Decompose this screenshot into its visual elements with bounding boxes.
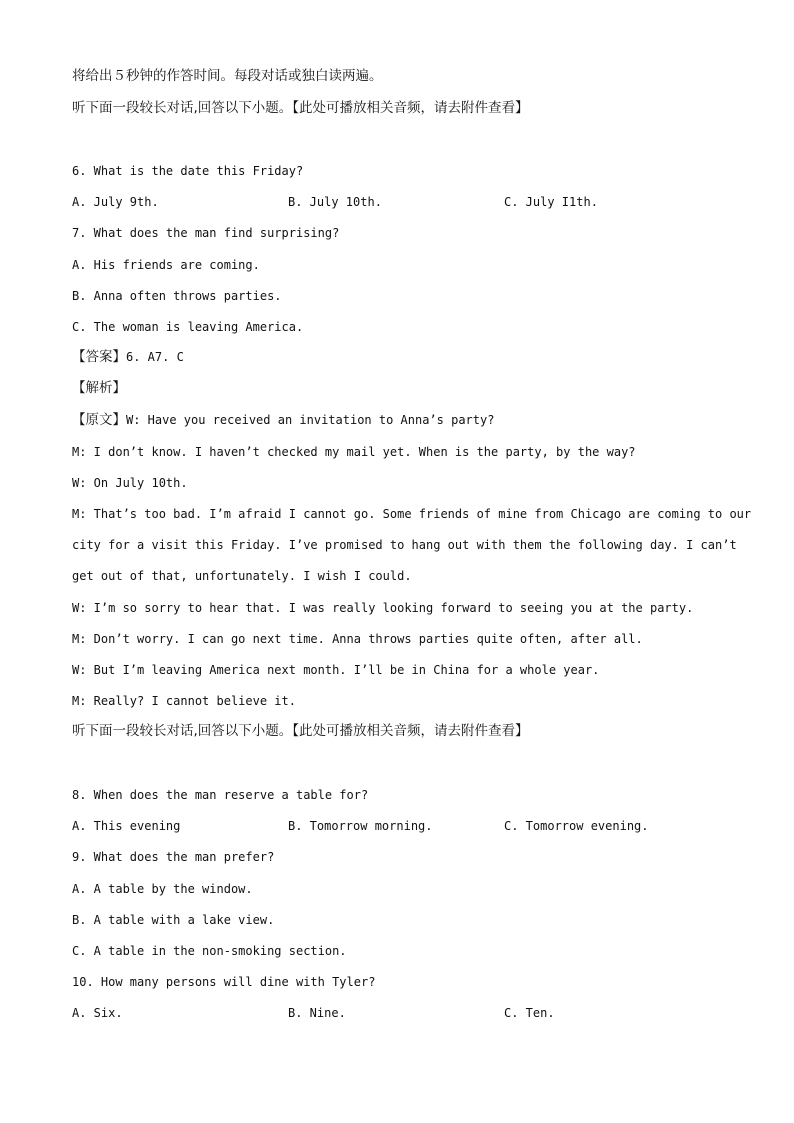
question-8: 8. When does the man reserve a table for? <box>72 788 369 802</box>
q6-option-a: A. July 9th. <box>72 195 159 209</box>
answer-tag: 【答案】 <box>72 349 126 365</box>
q6-option-b: B. July 10th. <box>288 195 382 209</box>
answer-line <box>72 349 184 365</box>
section-heading-2: 听下面一段较长对话,回答以下小题。【此处可播放相关音频，请去附件查看】 <box>72 723 529 739</box>
script-line-9: W: But I’m leaving America next month. I’ll be in China for a whole year. <box>72 663 600 677</box>
q6-option-c: C. July I1th. <box>504 195 598 209</box>
section-heading-1: 听下面一段较长对话,回答以下小题。【此处可播放相关音频，请去附件查看】 <box>72 100 529 116</box>
q9-option-a: A. A table by the window. <box>72 882 253 896</box>
q7-option-c: C. The woman is leaving America. <box>72 320 304 334</box>
script-line-6: get out of that, unfortunately. I wish I could. <box>72 569 412 583</box>
script-line-8: M: Don’t worry. I can go next time. Anna throws parties quite often, after all. <box>72 632 643 646</box>
q10-option-b: B. Nine. <box>288 1006 346 1020</box>
script-text: W: Have you received an invitation to Anna’s party? <box>126 413 495 427</box>
q8-option-c: C. Tomorrow evening. <box>504 819 649 833</box>
q9-option-b: B. A table with a lake view. <box>72 913 275 927</box>
answer-text: 6. A7. C <box>126 350 184 364</box>
question-6: 6. What is the date this Friday? <box>72 164 304 178</box>
q7-option-a: A. His friends are coming. <box>72 258 260 272</box>
analysis-tag: 【解析】 <box>72 380 126 396</box>
q8-option-a: A. This evening <box>72 819 181 833</box>
script-line-5: city for a visit this Friday. I’ve promised to hang out with them the following day. I can’t <box>72 538 737 552</box>
q8-option-b: B. Tomorrow morning. <box>288 819 433 833</box>
q10-option-a: A. Six. <box>72 1006 123 1020</box>
q7-option-b: B. Anna often throws parties. <box>72 289 282 303</box>
question-10: 10. How many persons will dine with Tyler? <box>72 975 376 989</box>
question-7: 7. What does the man find surprising? <box>72 226 340 240</box>
script-line-3: W: On July 10th. <box>72 476 188 490</box>
question-9: 9. What does the man prefer? <box>72 850 275 864</box>
script-tag: 【原文】 <box>72 412 126 428</box>
intro-instruction: 将给出５秒钟的作答时间。每段对话或独白读两遍。 <box>72 68 383 84</box>
script-line-1 <box>72 412 494 428</box>
script-line-2: M: I don’t know. I haven’t checked my mail yet. When is the party, by the way? <box>72 445 636 459</box>
script-line-10: M: Really? I cannot believe it. <box>72 694 296 708</box>
script-line-7: W: I’m so sorry to hear that. I was really looking forward to seeing you at the party. <box>72 601 694 615</box>
q10-option-c: C. Ten. <box>504 1006 555 1020</box>
script-line-4: M: That’s too bad. I’m afraid I cannot go. Some friends of mine from Chicago are coming to our <box>72 507 752 521</box>
q9-option-c: C. A table in the non-smoking section. <box>72 944 347 958</box>
